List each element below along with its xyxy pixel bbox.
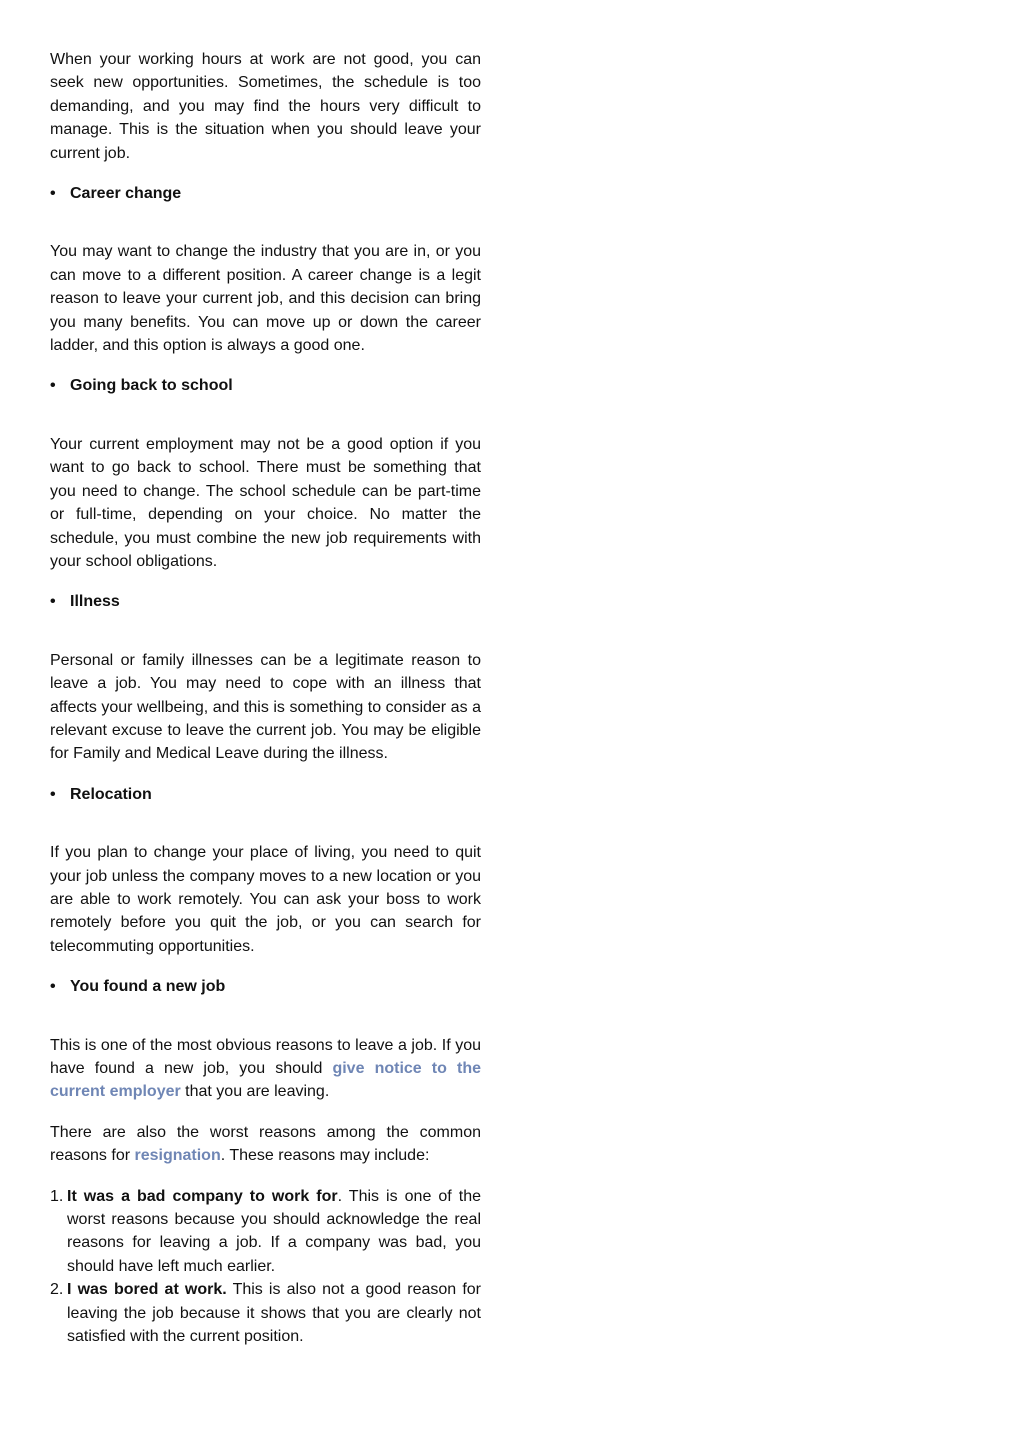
paragraph-new-job xyxy=(50,1034,481,1104)
worst-reasons-list xyxy=(50,1185,481,1349)
list-item xyxy=(50,1278,481,1348)
list-item-title: I was bored at work. xyxy=(67,1281,227,1299)
bullet-relocation xyxy=(50,783,481,806)
list-number: 1. xyxy=(50,1187,64,1205)
paragraph-relocation: If you plan to change your place of living, you need to quit your job unless the company moves to a new location or you are able to work remotely. You can ask your boss to work remotely before you quit the job, or you can search for telecommuting opportunities. xyxy=(50,844,481,955)
list-number: 2. xyxy=(50,1281,64,1299)
bullet-icon: • xyxy=(50,377,56,395)
bullet-icon: • xyxy=(50,978,56,996)
list-item-body xyxy=(67,1185,481,1279)
paragraph-text: There are also the worst reasons among the common reasons for xyxy=(50,1123,481,1165)
paragraph-working-hours: When your working hours at work are not good, you can seek new opportunities. Sometimes, the schedule is too demanding, and you may find the hours very difficult to manage. This is the situation when you should leave your current job. xyxy=(50,51,481,162)
list-item-text: This is also not a good reason for leaving the job because it shows that you are clearly not satisfied with the current position. xyxy=(67,1281,482,1346)
paragraph-career-change: You may want to change the industry that you are in, or you can move to a different position. A career change is a legit reason to leave your current job, and this decision can bring you many benefits. You can move up or down the career ladder, and this option is always a good one. xyxy=(50,243,481,355)
paragraph-text: that you are leaving. xyxy=(180,1083,330,1101)
list-item-text: . This is one of the worst reasons because you should acknowledge the real reasons for leaving a job. If a company was bad, you should have left much earlier. xyxy=(67,1187,481,1275)
bullet-heading: Career change xyxy=(70,185,182,203)
paragraph-text: . These reasons may include: xyxy=(220,1147,430,1165)
list-item-title: It was a bad company to work for xyxy=(67,1187,338,1205)
bullet-icon: • xyxy=(50,185,56,203)
article-body xyxy=(50,48,481,1348)
bullet-heading: Going back to school xyxy=(70,377,233,395)
paragraph-worst-reasons xyxy=(50,1121,481,1168)
bullet-illness xyxy=(50,590,481,613)
list-item-body xyxy=(67,1278,481,1348)
resignation-link[interactable]: resignation xyxy=(134,1147,221,1165)
bullet-icon: • xyxy=(50,785,56,803)
paragraph-going-back-to-school: Your current employment may not be a good option if you want to go back to school. There must be something that you need to change. The school schedule can be part-time or full-time, depending on your choice. No matter the schedule, you must combine the new job requirements with your school obligations. xyxy=(50,435,481,570)
bullet-career-change xyxy=(50,182,481,205)
bullet-you-found-a-new-job xyxy=(50,975,481,998)
bullet-heading: You found a new job xyxy=(70,978,226,996)
bullet-going-back-to-school xyxy=(50,374,481,397)
bullet-icon: • xyxy=(50,593,56,611)
paragraph-text: This is one of the most obvious reasons to leave a job. If you have found a new job, you should xyxy=(50,1036,481,1077)
bullet-heading: Illness xyxy=(70,593,120,611)
paragraph-illness: Personal or family illnesses can be a legitimate reason to leave a job. You may need to cope with an illness that affects your wellbeing, and this is something to consider as a relevant excuse to leave the current job. You may be eligible for Family and Medical Leave during the illness. xyxy=(50,651,481,763)
give-notice-link[interactable]: give notice to the current employer xyxy=(50,1060,481,1101)
bullet-heading: Relocation xyxy=(70,785,152,803)
list-item xyxy=(50,1185,481,1279)
